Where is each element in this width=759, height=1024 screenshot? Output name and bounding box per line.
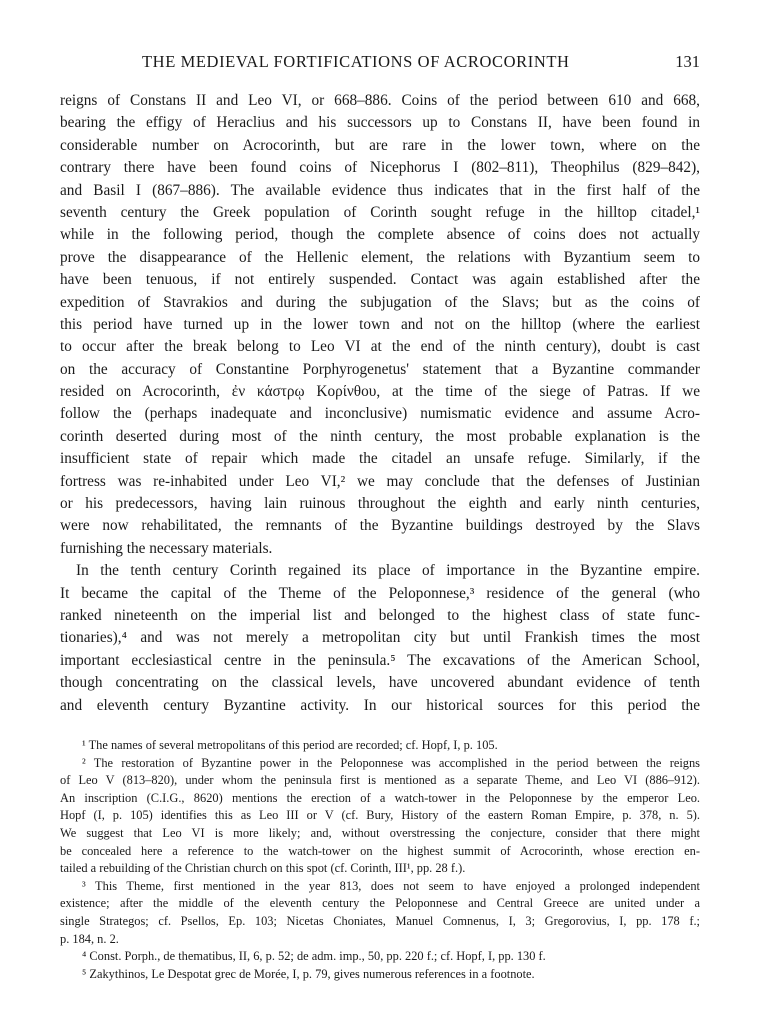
body-line: and Basil I (867–886). The available evidence thus indicates that in the first half of the (60, 181, 700, 199)
footnote-line: be concealed here a reference to the watch-tower on the highest summit of Acrocorinth, whose erection en- (60, 843, 700, 858)
footnote-1: ¹ The names of several metropolitans of this period are recorded; cf. Hopf, I, p. 105. (82, 738, 498, 752)
body-line: while in the following period, though the complete absence of coins does not actually (60, 226, 700, 244)
body-line: furnishing the necessary materials. (60, 539, 273, 557)
body-line: bearing the effigy of Heraclius and his successors up to Constans II, have been found in (60, 114, 700, 132)
footnote-line: Hopf (I, p. 105) identifies this as Leo III or V (cf. Bury, History of the eastern Roman Empire, p. 378, n. 5). (60, 808, 700, 823)
body-line: ranked nineteenth on the imperial list and belonged to the highest class of state func- (60, 606, 700, 624)
body-line: have been tenuous, if not entirely suspended. Contact was again established after the (60, 271, 700, 289)
body-line: contrary there have been found coins of Nicephorus I (802–811), Theophilus (829–842), (60, 159, 700, 177)
body-line: and eleventh century Byzantine activity. In our historical sources for this period the (60, 696, 700, 714)
body-line: In the tenth century Corinth regained its place of importance in the Byzantine empire. (76, 562, 700, 580)
running-title: THE MEDIEVAL FORTIFICATIONS OF ACROCORINTH (142, 52, 570, 71)
body-line: or his predecessors, having lain ruinous throughout the eighth and early ninth centuries, (60, 495, 700, 513)
body-line: seventh century the Greek population of Corinth sought refuge in the hilltop citadel,¹ (60, 203, 700, 221)
running-head (60, 52, 700, 74)
footnotes (60, 737, 700, 983)
footnote-line: tailed a rebuilding of the Christian church on this spot (cf. Corinth, III¹, pp. 28 f.). (60, 861, 466, 876)
footnote-line: An inscription (C.I.G., 8620) mentions the erection of a watch-tower in the Peloponnese by the emperor Leo. (60, 790, 700, 805)
body-line: reigns of Constans II and Leo VI, or 668–886. Coins of the period between 610 and 668, (60, 92, 700, 109)
footnote-line: p. 184, n. 2. (60, 931, 119, 946)
footnote-line: of Leo V (813–820), under whom the peninsula first is mentioned as a separate Theme, and Leo VI (886–912). (60, 773, 700, 788)
footnote-line: existence; after the middle of the eleventh century the Peloponnese and Central Greece are united under a (60, 896, 700, 911)
body-line: fortress was re-inhabited under Leo VI,² we may conclude that the defenses of Justinian (60, 472, 700, 490)
body-line: were now rehabilitated, the remnants of the Byzantine buildings destroyed by the Slavs (60, 517, 700, 535)
page-number: 131 (675, 52, 700, 71)
body-line: this period have turned up in the lower town and not on the hilltop (where the earliest (60, 315, 700, 333)
body-line: tionaries),⁴ and was not merely a metropolitan city but until Frankish times the most (60, 629, 700, 647)
footnote-4: ⁴ Const. Porph., de thematibus, II, 6, p. 52; de adm. imp., 50, pp. 220 f.; cf. Hopf, I, pp. 130 f. (82, 949, 546, 964)
body-line: insufficient state of repair which made the citadel an unsafe refuge. Similarly, if the (60, 450, 700, 468)
footnote-5: ⁵ Zakythinos, Le Despotat grec de Morée, I, p. 79, gives numerous references in a footnote. (82, 966, 535, 981)
body-line: follow the (perhaps inadequate and inconclusive) numismatic evidence and assume Acro- (60, 405, 700, 423)
body-line: on the accuracy of Constantine Porphyrogenetus' statement that a Byzantine commander (60, 360, 700, 378)
body-line: corinth deserted during most of the ninth century, the most probable explanation is the (60, 427, 700, 445)
body-line: It became the capital of the Theme of the Peloponnese,³ residence of the general (who (60, 584, 700, 602)
body-line: expedition of Stavrakios and during the subjugation of the Slavs; but as the coins of (60, 293, 700, 311)
body-line: considerable number on Acrocorinth, but are rare in the lower town, where on the (60, 136, 700, 154)
body-line: though concentrating on the classical levels, have uncovered abundant evidence of tenth (60, 674, 700, 692)
footnote-line: single Strategos; cf. Psellos, Ep. 103; Nicetas Choniates, Manuel Comnenus, I, 3; Gregorovius, I, pp. 178 f.; (60, 913, 700, 928)
body-line: prove the disappearance of the Hellenic element, the relations with Byzantium seem to (60, 248, 700, 266)
body-line: important ecclesiastical centre in the peninsula.⁵ The excavations of the American School, (60, 651, 700, 669)
footnote-3: ³ This Theme, first mentioned in the year 813, does not seem to have enjoyed a prolonged independent (82, 878, 700, 893)
footnote-2: ² The restoration of Byzantine power in the Peloponnese was accomplished in the period between the reigns (82, 755, 700, 770)
body-line: to occur after the break belong to Leo VI at the end of the ninth century), doubt is cast (60, 338, 700, 356)
footnote-line: We suggest that Leo VI is more likely; and, without overstressing the conjecture, consider that there might (60, 825, 700, 840)
body-text (60, 90, 700, 717)
body-line: resided on Acrocorinth, ἐν κάστρῳ Κορίνθου, at the time of the siege of Patras. If we (60, 383, 700, 401)
